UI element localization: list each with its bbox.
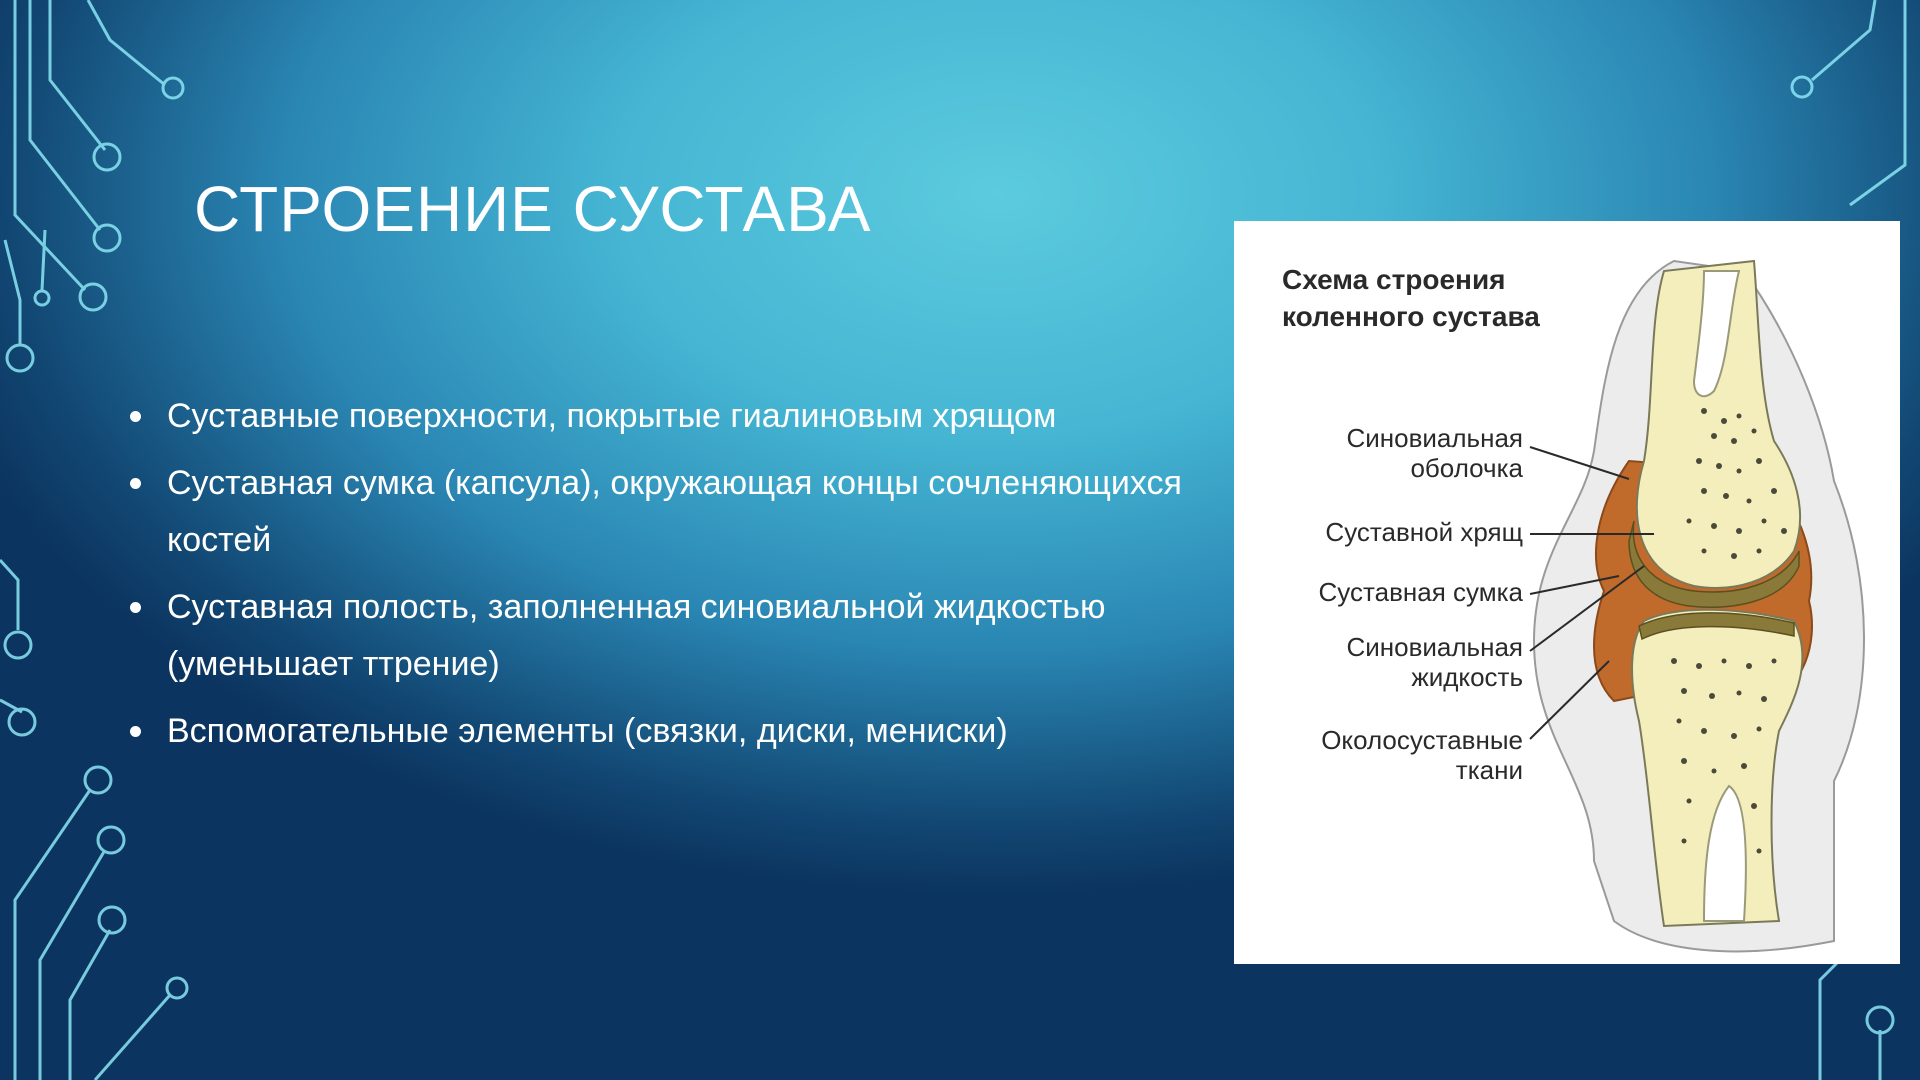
label-synovial-fluid xyxy=(1346,632,1523,692)
label-capsule xyxy=(1319,577,1523,607)
bullet-text: Суставная сумка (капсула), окружающая концы сочленяющихся костей xyxy=(167,464,1182,559)
bullet-dot-icon xyxy=(130,602,141,613)
label-synovial-membrane xyxy=(1346,423,1523,483)
bullet-item xyxy=(130,388,1190,445)
label-text: жидкость xyxy=(1411,662,1523,692)
bullet-list xyxy=(130,388,1190,770)
diagram-title-line: коленного сустава xyxy=(1282,301,1540,332)
diagram-title-line: Схема строения xyxy=(1282,264,1506,295)
label-text: Суставная сумка xyxy=(1318,577,1523,607)
bullet-item xyxy=(130,579,1190,693)
label-text: Околосуставные xyxy=(1321,725,1523,755)
label-periarticular-tissue xyxy=(1321,725,1523,785)
label-text: Суставной хрящ xyxy=(1325,517,1523,547)
diagram-title xyxy=(1282,261,1540,335)
bullet-text: Вспомогательные элементы (связки, диски, мениски) xyxy=(167,712,1008,750)
label-text: ткани xyxy=(1455,755,1523,785)
knee-joint-diagram xyxy=(1234,221,1900,964)
bullet-item xyxy=(130,455,1190,569)
bullet-text: Суставные поверхности, покрытые гиалиновым хрящом xyxy=(167,397,1057,435)
bullet-text: Суставная полость, заполненная синовиальной жидкостью (уменьшает ттрение) xyxy=(167,588,1106,683)
label-text: Синовиальная xyxy=(1346,423,1523,453)
bullet-item xyxy=(130,703,1190,760)
label-text: оболочка xyxy=(1410,453,1523,483)
bullet-dot-icon xyxy=(130,411,141,422)
label-text: Синовиальная xyxy=(1346,632,1523,662)
bullet-dot-icon xyxy=(130,478,141,489)
slide-title: СТРОЕНИЕ СУСТАВА xyxy=(194,173,872,245)
label-cartilage xyxy=(1325,517,1523,547)
bullet-dot-icon xyxy=(130,726,141,737)
